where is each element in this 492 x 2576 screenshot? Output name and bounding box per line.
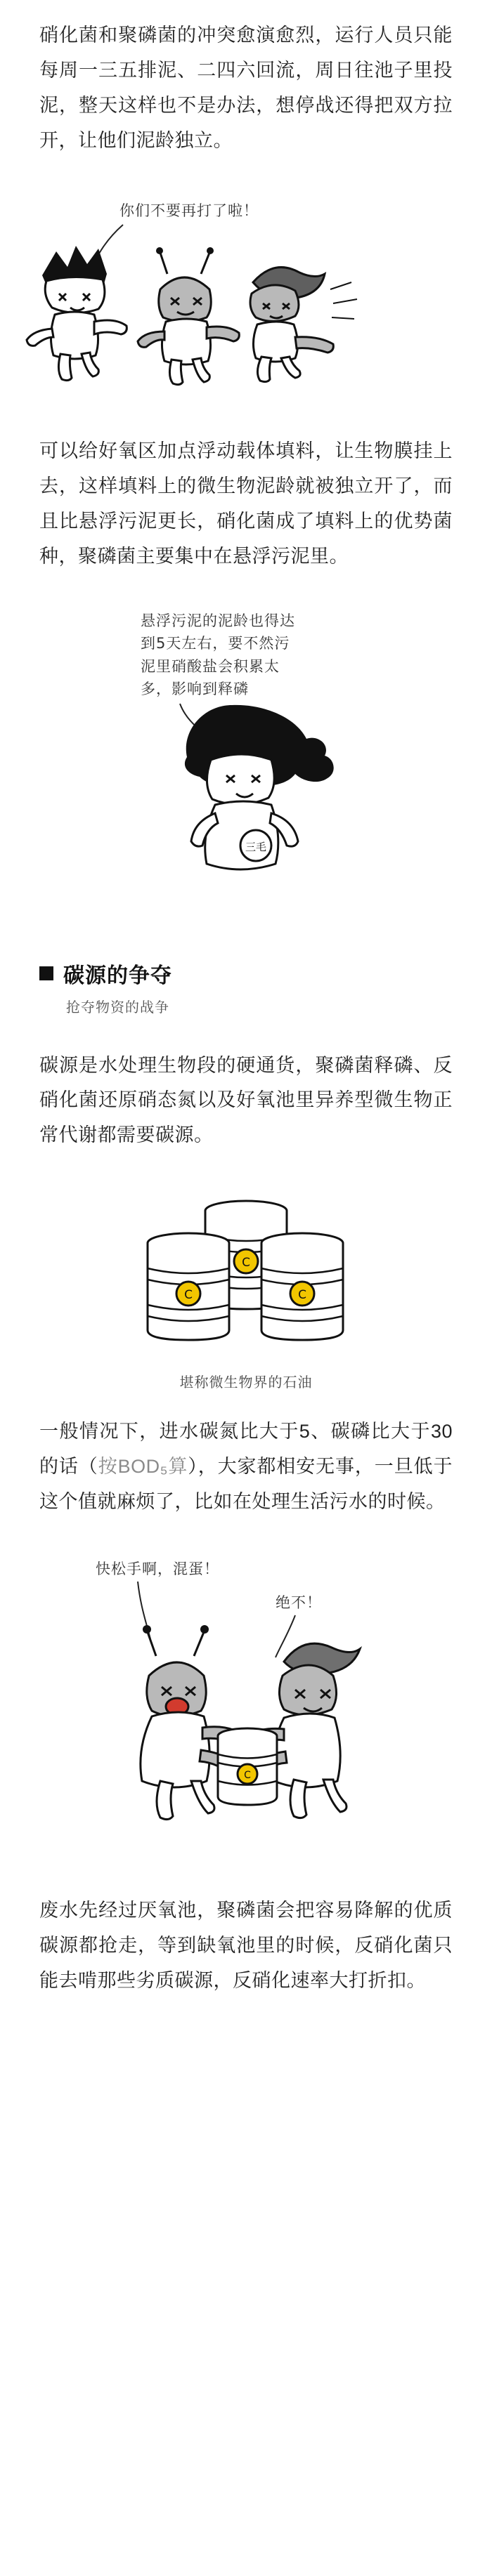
speech-text-never: 绝不！ bbox=[276, 1594, 322, 1612]
speech-text-let-go: 快松手啊，混蛋！ bbox=[96, 1560, 219, 1578]
paragraph-2: 可以给好氧区加点浮动载体填料，让生物膜挂上去，这样填料上的微生物泥龄就被独立开了，而且比悬浮污泥更长，硝化菌成了填料上的优势菌种，聚磷菌主要集中在悬浮污泥里。 bbox=[39, 440, 453, 567]
paragraph-3: 碳源是水处理生物段的硬通货，聚磷菌释磷、反硝化菌还原硝态氮以及好氧池里异养型微生物正常代谢都需要碳源。 bbox=[39, 1054, 453, 1146]
speech-line-3: 泥里硝酸盐会积累太 bbox=[141, 657, 280, 675]
character-expert bbox=[185, 704, 334, 869]
bullet-square-icon bbox=[39, 966, 53, 980]
character-with-cap bbox=[250, 267, 357, 381]
character-phosphorus-accumulator bbox=[138, 247, 239, 385]
barrel-caption: 堪称微生物界的石油 bbox=[179, 1374, 313, 1391]
speech-text-sludge-age bbox=[141, 610, 351, 701]
illustration-barrel-tug-of-war bbox=[0, 1552, 492, 1875]
figure-group-1 bbox=[0, 191, 492, 402]
speech-text-stop-fighting: 你们不要再打了啦！ bbox=[119, 202, 259, 219]
paragraph-4-part-b: ），大家都相安无事，一旦低于这个值就麻烦了，比如在处理生活污水的时候。 bbox=[39, 1456, 453, 1513]
illustration-fighting-bacteria bbox=[0, 191, 492, 402]
paragraph-5: 废水先经过厌氧池，聚磷菌会把容易降解的优质碳源都抢走，等到缺氧池里的时候，反硝化菌只能去啃那些劣质碳源，反硝化速率大打折扣。 bbox=[39, 1900, 453, 1991]
barrel-left bbox=[148, 1233, 229, 1340]
character-nitrifier bbox=[27, 246, 127, 381]
speech-line-4: 多，影响到释磷 bbox=[141, 681, 249, 698]
svg-text:C: C bbox=[242, 1256, 250, 1270]
barrel-contested bbox=[218, 1728, 277, 1805]
paragraph-4 bbox=[0, 1414, 492, 1520]
paragraph-1: 硝化菌和聚磷菌的冲突愈演愈烈，运行人员只能每周一三五排泥、二四六回流，周日往池子里投泥，整天这样也不是办法，想停战还得把双方拉开，让他们泥龄独立。 bbox=[39, 25, 453, 151]
badge-label: 三毛 bbox=[245, 840, 267, 853]
illustration-carbon-barrels bbox=[0, 1185, 492, 1396]
svg-text:C: C bbox=[184, 1288, 193, 1303]
paragraph-4-part-a: 一般情况下，进水碳氮比大于5、碳磷比大于30的话（ bbox=[39, 1421, 453, 1478]
svg-text:C: C bbox=[244, 1770, 251, 1782]
speech-line-2: 到5天左右，要不然污 bbox=[141, 635, 290, 652]
section-title: 碳源的争夺 bbox=[63, 964, 172, 987]
barrel-group bbox=[0, 1185, 492, 1361]
figure-group-4 bbox=[0, 1552, 492, 1847]
barrel-right bbox=[261, 1233, 343, 1340]
paragraph-4-bod-note: 按BOD₅算 bbox=[98, 1456, 188, 1478]
section-heading bbox=[0, 958, 492, 989]
section-subtitle: 抢夺物资的战争 bbox=[66, 999, 169, 1016]
illustration-thinking-character bbox=[0, 607, 492, 902]
speech-line-1: 悬浮污泥的泥龄也得达 bbox=[141, 612, 295, 629]
svg-text:C: C bbox=[298, 1288, 306, 1303]
